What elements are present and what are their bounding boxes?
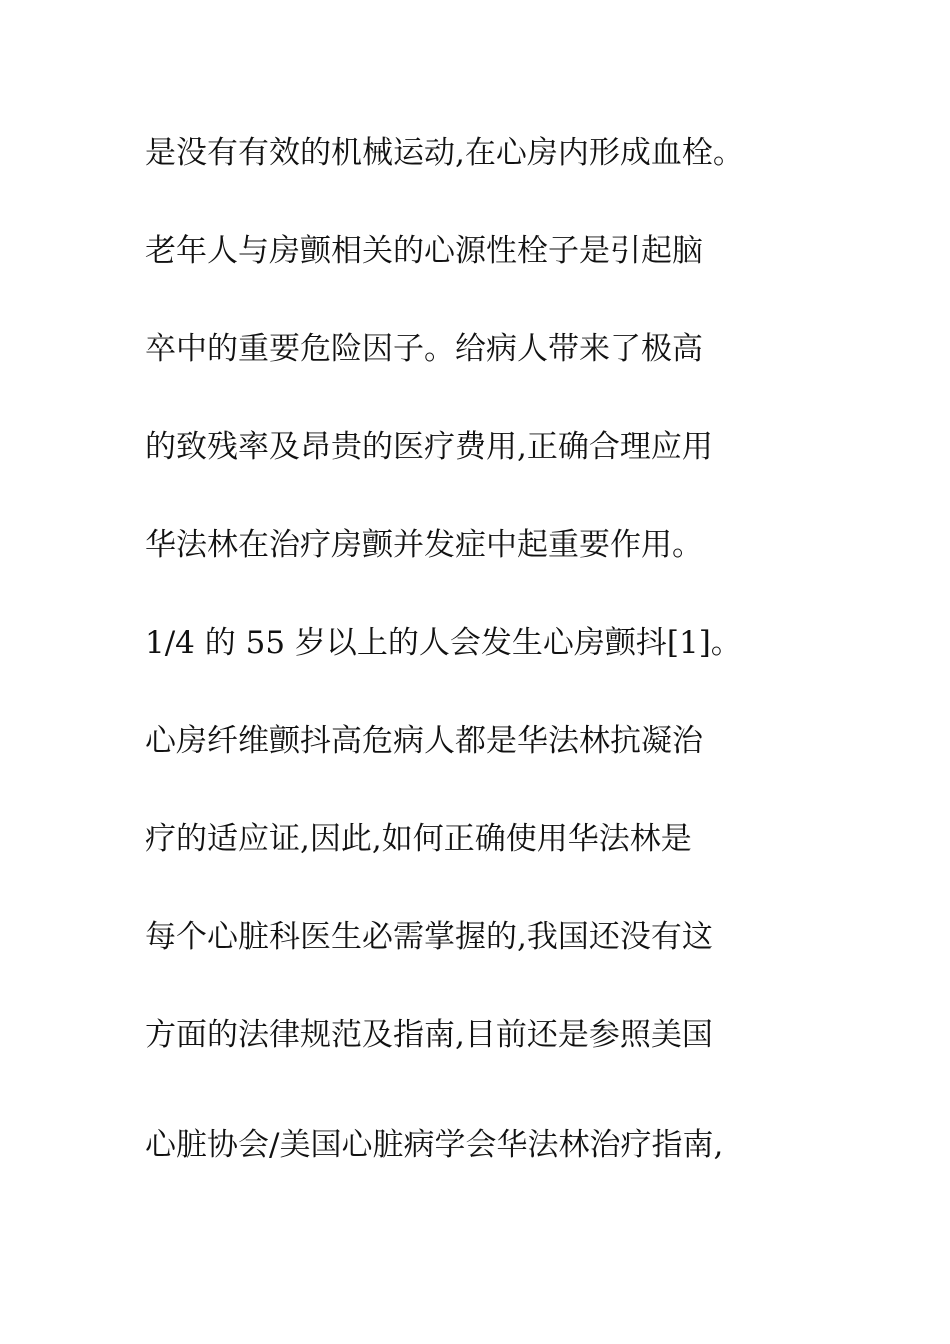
text-line: 卒中的重要危险因子。给病人带来了极高 bbox=[145, 331, 703, 367]
text-line: 华法林在治疗房颤并发症中起重要作用。 bbox=[145, 527, 703, 563]
text-line: 心房纤维颤抖高危病人都是华法林抗凝治 bbox=[145, 723, 703, 759]
text-line: 是没有有效的机械运动,在心房内形成血栓。 bbox=[145, 135, 744, 171]
text-line: 的致残率及昂贵的医疗费用,正确合理应用 bbox=[145, 429, 713, 465]
text-line: 方面的法律规范及指南,目前还是参照美国 bbox=[145, 1017, 713, 1053]
text-line: 心脏协会/美国心脏病学会华法林治疗指南, bbox=[145, 1127, 724, 1163]
text-line: 每个心脏科医生必需掌握的,我国还没有这 bbox=[145, 919, 713, 955]
text-line: 老年人与房颤相关的心源性栓子是引起脑 bbox=[145, 233, 703, 269]
text-line: 1/4 的 55 岁以上的人会发生心房颤抖[1]。 bbox=[145, 625, 742, 661]
text-line: 疗的适应证,因此,如何正确使用华法林是 bbox=[145, 821, 692, 857]
